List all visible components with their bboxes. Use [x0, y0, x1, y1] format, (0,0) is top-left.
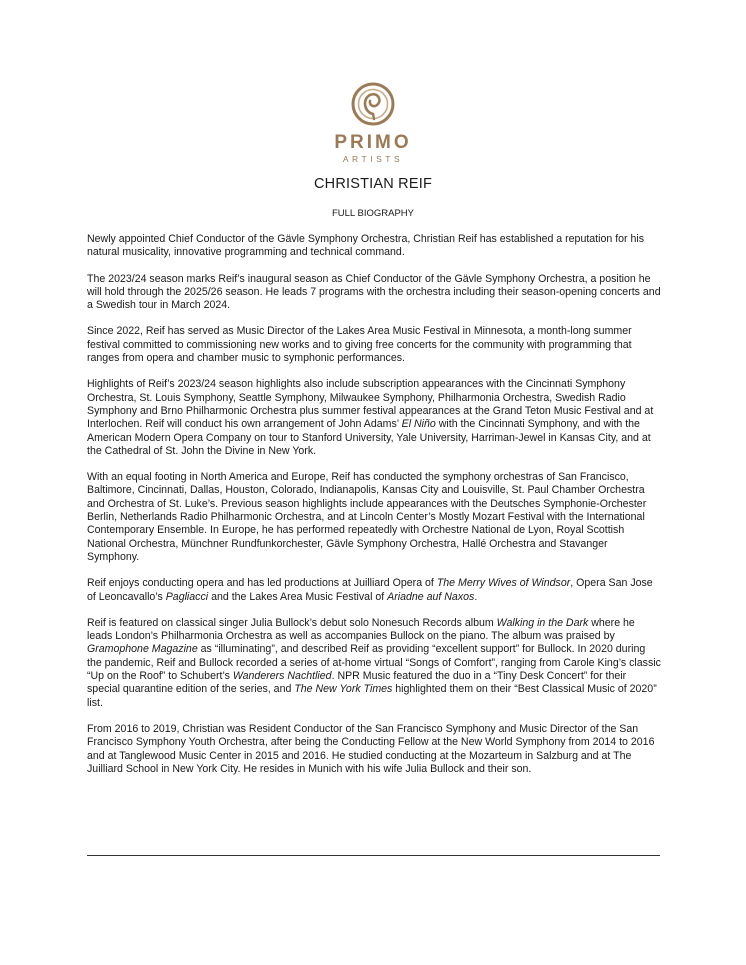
brand-subtitle: ARTISTS — [342, 154, 404, 164]
biography-paragraph — [87, 617, 661, 710]
paragraph-text: Reif is featured on classical singer Julia Bullock’s debut solo Nonesuch Records album — [87, 616, 497, 629]
paragraph-text: , Opera San Jose of Leoncavallo’s — [87, 577, 653, 603]
biography-body — [87, 233, 661, 776]
footer-divider — [87, 855, 660, 856]
paragraph-text: With an equal footing in North America and Europe, Reif has conducted the symphony orchestras of San Francisco, Baltimore, Cincinnati, Dallas, Houston, Colorado, Indianapolis, Kansas City and Louisville, St. Paul Chamber Orchestra and Orchestra of St. Luke’s. Previous season highlights include appearances with the Deutsches Symphonie-Orchester Berlin, Netherlands Radio Philharmonic Orchestra, and at Lincoln Center’s Mostly Mozart Festival with the International Contemporary Ensemble. In Europe, he has performed repeatedly with Orchestre National de Lyon, Royal Scottish National Orchestra, Münchner Rundfunkorchester, Gävle Symphony Orchestra, Hallé Orchestra and Stavanger Symphony. — [87, 471, 647, 563]
paragraph-text: Newly appointed Chief Conductor of the Gävle Symphony Orchestra, Christian Reif has established a reputation for his natural musicality, innovative programming and technical command. — [87, 233, 645, 259]
biography-paragraph — [87, 577, 661, 604]
italic-title: Wanderers Nachtlied — [232, 670, 332, 683]
paragraph-text: From 2016 to 2019, Christian was Resident Conductor of the San Francisco Symphony and Music Director of the San Francisco Symphony Youth Orchestra, after being the Conducting Fellow at the New World Symphony from 2014 to 2016 and at Tanglewood Music Center in 2015 and 2016. He studied conducting at the Mozarteum in Salzburg and at The Juilliard School in New York City. He resides in Munich with his wife Julia Bullock and their son. — [87, 722, 655, 775]
italic-title: Walking in the Dark — [496, 616, 589, 629]
biography-paragraph — [87, 378, 661, 458]
paragraph-text: Since 2022, Reif has served as Music Director of the Lakes Area Music Festival in Minnesota, a month-long summer festival committed to commissioning new works and to giving free concerts for the community with programming that ranges from opera and chamber music to symphonic performances. — [87, 325, 632, 365]
paragraph-text: Reif enjoys conducting opera and has led productions at Juilliard Opera of — [87, 577, 437, 590]
brand-logo — [0, 82, 746, 164]
italic-title: The Merry Wives of Windsor — [436, 577, 571, 590]
paragraph-text: The 2023/24 season marks Reif’s inaugural season as Chief Conductor of the Gävle Symphony Orchestra, a position he will hold through the 2025/26 season. He leads 7 programs with the orchestra including their season-opening concerts and a Swedish tour in March 2024. — [87, 272, 661, 312]
biography-paragraph — [87, 471, 661, 564]
document-title: CHRISTIAN REIF — [314, 176, 432, 192]
biography-paragraph — [87, 273, 661, 313]
paragraph-text: highlighted them on their “Best Classical Music of 2020” list. — [87, 683, 657, 709]
document-subtitle: FULL BIOGRAPHY — [331, 208, 414, 219]
biography-paragraph — [87, 233, 661, 260]
paragraph-text: where he leads London’s Philharmonia Orchestra as well as accompanies Bullock on the piano. The album was praised by — [87, 616, 635, 643]
biography-paragraph — [87, 723, 661, 776]
italic-title: Gramophone Magazine — [87, 643, 198, 656]
paragraph-text: and the Lakes Area Music Festival of — [208, 590, 388, 603]
italic-title: The New York Times — [294, 683, 393, 696]
primo-swirl-icon — [349, 82, 397, 126]
paragraph-text: as “illuminating”, and described Reif as providing “excellent support” for Bullock. In 2020 during the pandemic, Reif and Bullock recorded a series of at-home virtual “Songs of Comfort”, ranging from Carole King’s classic “Up on the Roof” to Schubert’s — [87, 643, 661, 683]
paragraph-text: Highlights of Reif’s 2023/24 season highlights also include subscription appearances with the Cincinnati Symphony Orchestra, St. Louis Symphony, Seattle Symphony, Milwaukee Symphony, Philharmonia Orchestra, Swedish Radio Symphony and Brno Philharmonic Orchestra plus summer festival appearances at the Grand Teton Music Festival and at Interlochen. Reif will conduct his own arrangement of John Adams’ — [87, 378, 654, 431]
italic-title: Ariadne auf Naxos — [387, 590, 475, 603]
italic-title: El Niño — [401, 418, 436, 431]
italic-title: Pagliacci — [165, 590, 209, 603]
biography-paragraph — [87, 325, 661, 365]
brand-name: PRIMO — [334, 132, 412, 153]
paragraph-text: . — [474, 590, 478, 603]
paragraph-text: with the Cincinnati Symphony, and with the American Modern Opera Company on tour to Stanford University, Yale University, Harriman-Jewel in Kansas City, and at the Cathedral of St. John the Divine in New York. — [87, 418, 651, 457]
paragraph-text: . NPR Music featured the duo in a “Tiny Desk Concert” for their special quarantine edition of the series, and — [87, 670, 627, 696]
